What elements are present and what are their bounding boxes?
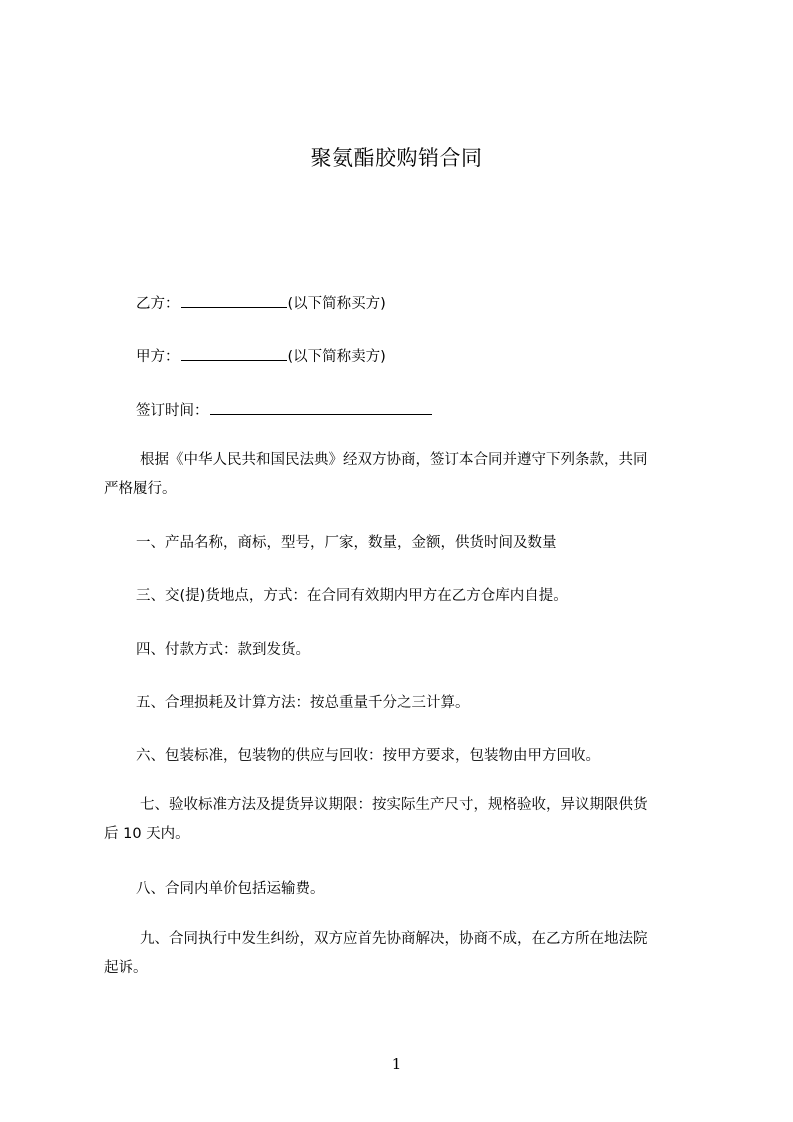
document-title: 聚氨酯胶购销合同 xyxy=(310,146,483,170)
sign-date-label: 签订时间： xyxy=(136,403,209,419)
preamble-paragraph xyxy=(104,446,710,504)
clause-5: 五、合理损耗及计算方法：按总重量千分之三计算。 xyxy=(136,695,470,711)
party-a-line xyxy=(136,345,386,366)
preamble-line-2: 严格履行。 xyxy=(104,481,177,497)
clause-1: 一、产品名称，商标，型号，厂家，数量，金额，供货时间及数量 xyxy=(136,535,557,551)
clause-9-line-2: 起诉。 xyxy=(104,960,148,976)
clause-3: 三、交(提)货地点，方式：在合同有效期内甲方在乙方仓库内自提。 xyxy=(136,588,568,604)
page-number: 1 xyxy=(391,1055,402,1073)
preamble-line-1: 根据《中华人民共和国民法典》经双方协商，签订本合同并遵守下列条款，共同 xyxy=(140,452,648,468)
party-b-suffix: (以下简称买方) xyxy=(287,296,386,312)
clause-6: 六、包装标准，包装物的供应与回收：按甲方要求，包装物由甲方回收。 xyxy=(136,748,600,764)
party-b-blank xyxy=(181,293,287,308)
clause-9-line-1: 九、合同执行中发生纠纷，双方应首先协商解决，协商不成，在乙方所在地法院 xyxy=(140,931,648,947)
sign-date-blank xyxy=(210,400,432,415)
sign-date-line xyxy=(136,399,433,420)
clause-7-paragraph xyxy=(104,791,710,849)
party-a-label: 甲方： xyxy=(136,349,180,365)
clause-7-line-2: 后 10 天内。 xyxy=(104,826,190,842)
party-b-label: 乙方： xyxy=(136,296,180,312)
clause-7-line-1: 七、验收标准方法及提货异议期限：按实际生产尺寸，规格验收，异议期限供货 xyxy=(140,797,648,813)
party-b-line xyxy=(136,292,386,313)
party-a-suffix: (以下简称卖方) xyxy=(287,349,386,365)
clause-9-paragraph xyxy=(104,925,710,983)
clause-4: 四、付款方式：款到发货。 xyxy=(136,642,310,658)
clause-8: 八、合同内单价包括运输费。 xyxy=(136,881,325,897)
party-a-blank xyxy=(181,346,287,361)
